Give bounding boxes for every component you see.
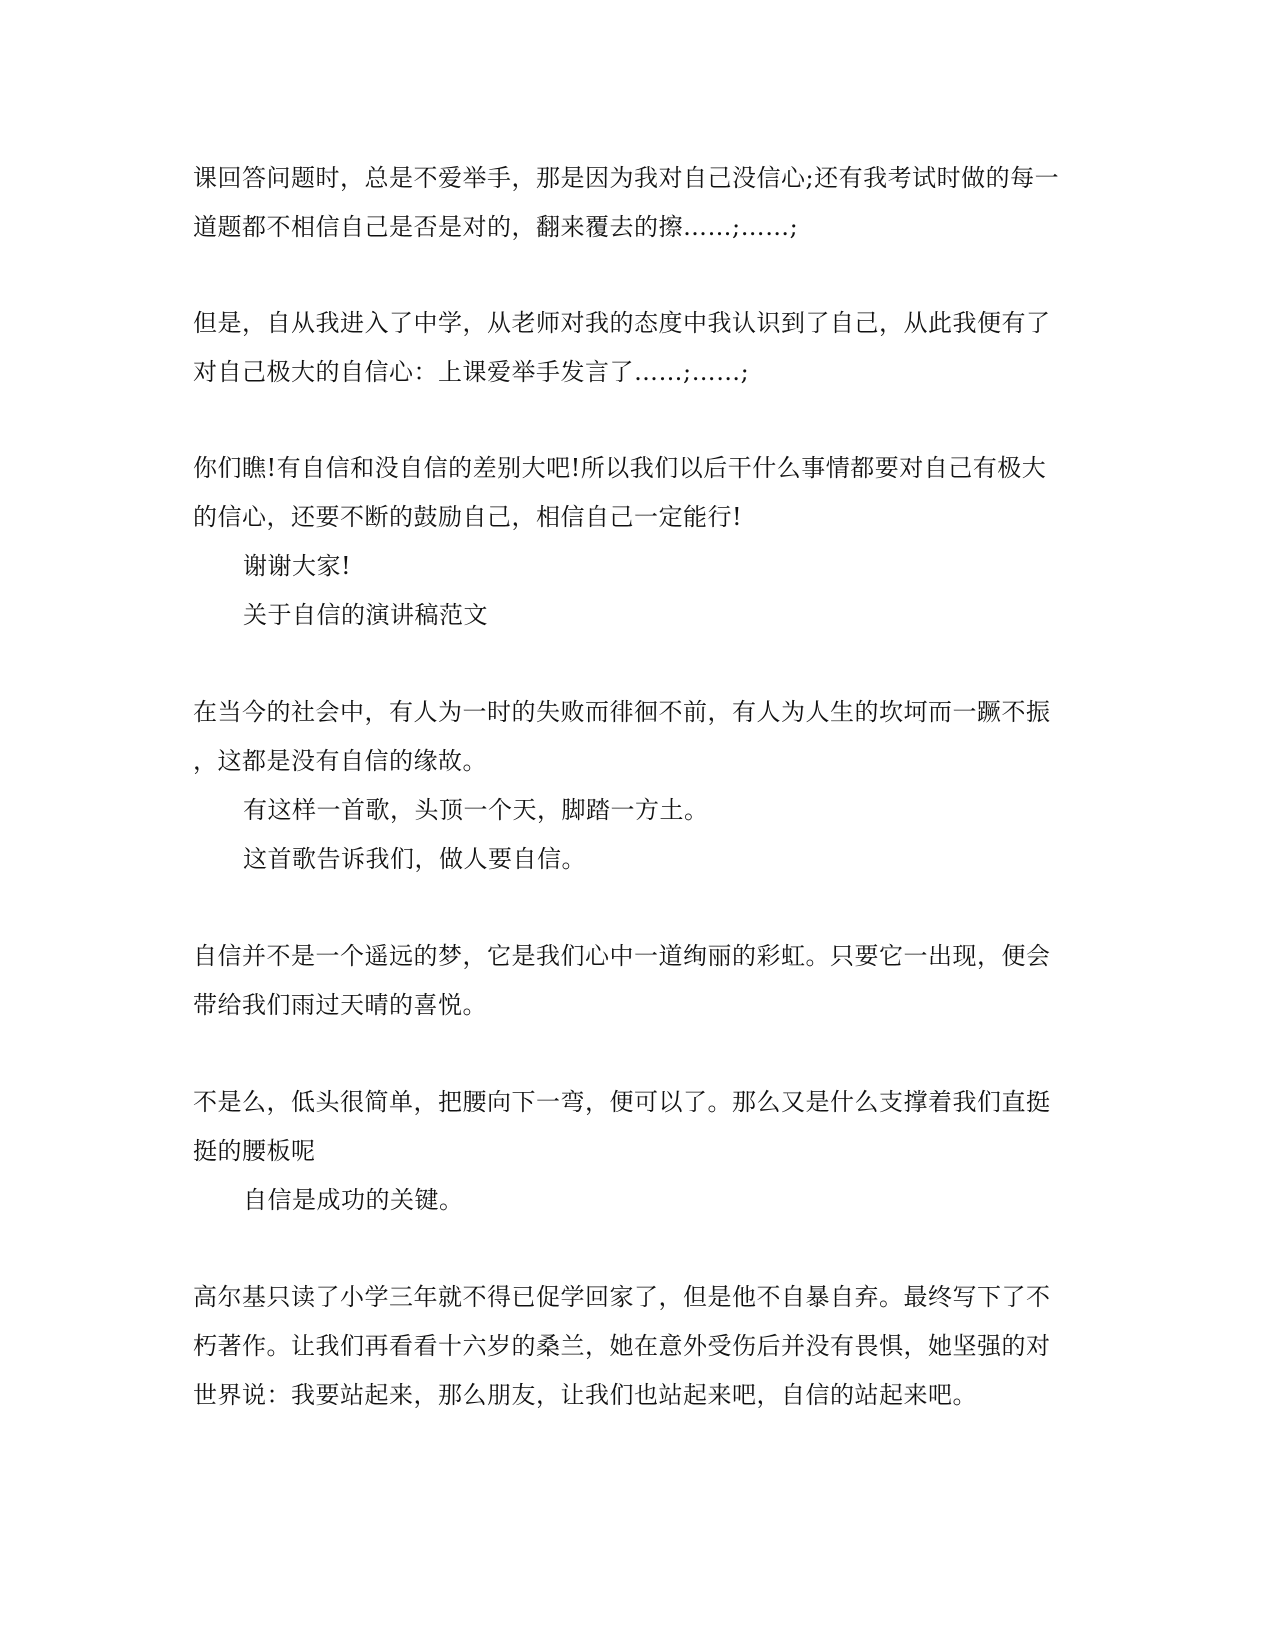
text-line: 自信是成功的关键。 xyxy=(243,1186,464,1214)
text-line: 课回答问题时，总是不爱举手，那是因为我对自己没信心;还有我考试时做的每一 xyxy=(193,164,1060,192)
text-line: 这首歌告诉我们，做人要自信。 xyxy=(243,845,586,873)
text-line: 的信心，还要不断的鼓励自己，相信自己一定能行! xyxy=(193,503,743,531)
text-line: ，这都是没有自信的缘故。 xyxy=(193,747,487,775)
text-line: 朽著作。让我们再看看十六岁的桑兰，她在意外受伤后并没有畏惧，她坚强的对 xyxy=(193,1332,1051,1360)
text-line: 在当今的社会中，有人为一时的失败而徘徊不前，有人为人生的坎坷而一蹶不振 xyxy=(193,698,1051,726)
text-line: 对自己极大的自信心：上课爱举手发言了……;……; xyxy=(193,358,750,386)
text-line: 关于自信的演讲稿范文 xyxy=(243,601,488,629)
text-line: 你们瞧!有自信和没自信的差别大吧!所以我们以后干什么事情都要对自己有极大 xyxy=(193,454,1047,482)
text-line: 但是，自从我进入了中学，从老师对我的态度中我认识到了自己，从此我便有了 xyxy=(193,309,1051,337)
text-line: 世界说：我要站起来，那么朋友，让我们也站起来吧，自信的站起来吧。 xyxy=(193,1381,977,1409)
text-line: 高尔基只读了小学三年就不得已促学回家了，但是他不自暴自弃。最终写下了不 xyxy=(193,1283,1051,1311)
text-line: 带给我们雨过天晴的喜悦。 xyxy=(193,991,487,1019)
text-line: 道题都不相信自己是否是对的，翻来覆去的擦……;……; xyxy=(193,213,799,241)
text-line: 挺的腰板呢 xyxy=(193,1137,316,1165)
text-line: 谢谢大家! xyxy=(243,552,352,580)
text-line: 有这样一首歌，头顶一个天，脚踏一方土。 xyxy=(243,796,709,824)
text-line: 自信并不是一个遥远的梦，它是我们心中一道绚丽的彩虹。只要它一出现，便会 xyxy=(193,942,1051,970)
text-line: 不是么，低头很简单，把腰向下一弯，便可以了。那么又是什么支撑着我们直挺 xyxy=(193,1088,1051,1116)
